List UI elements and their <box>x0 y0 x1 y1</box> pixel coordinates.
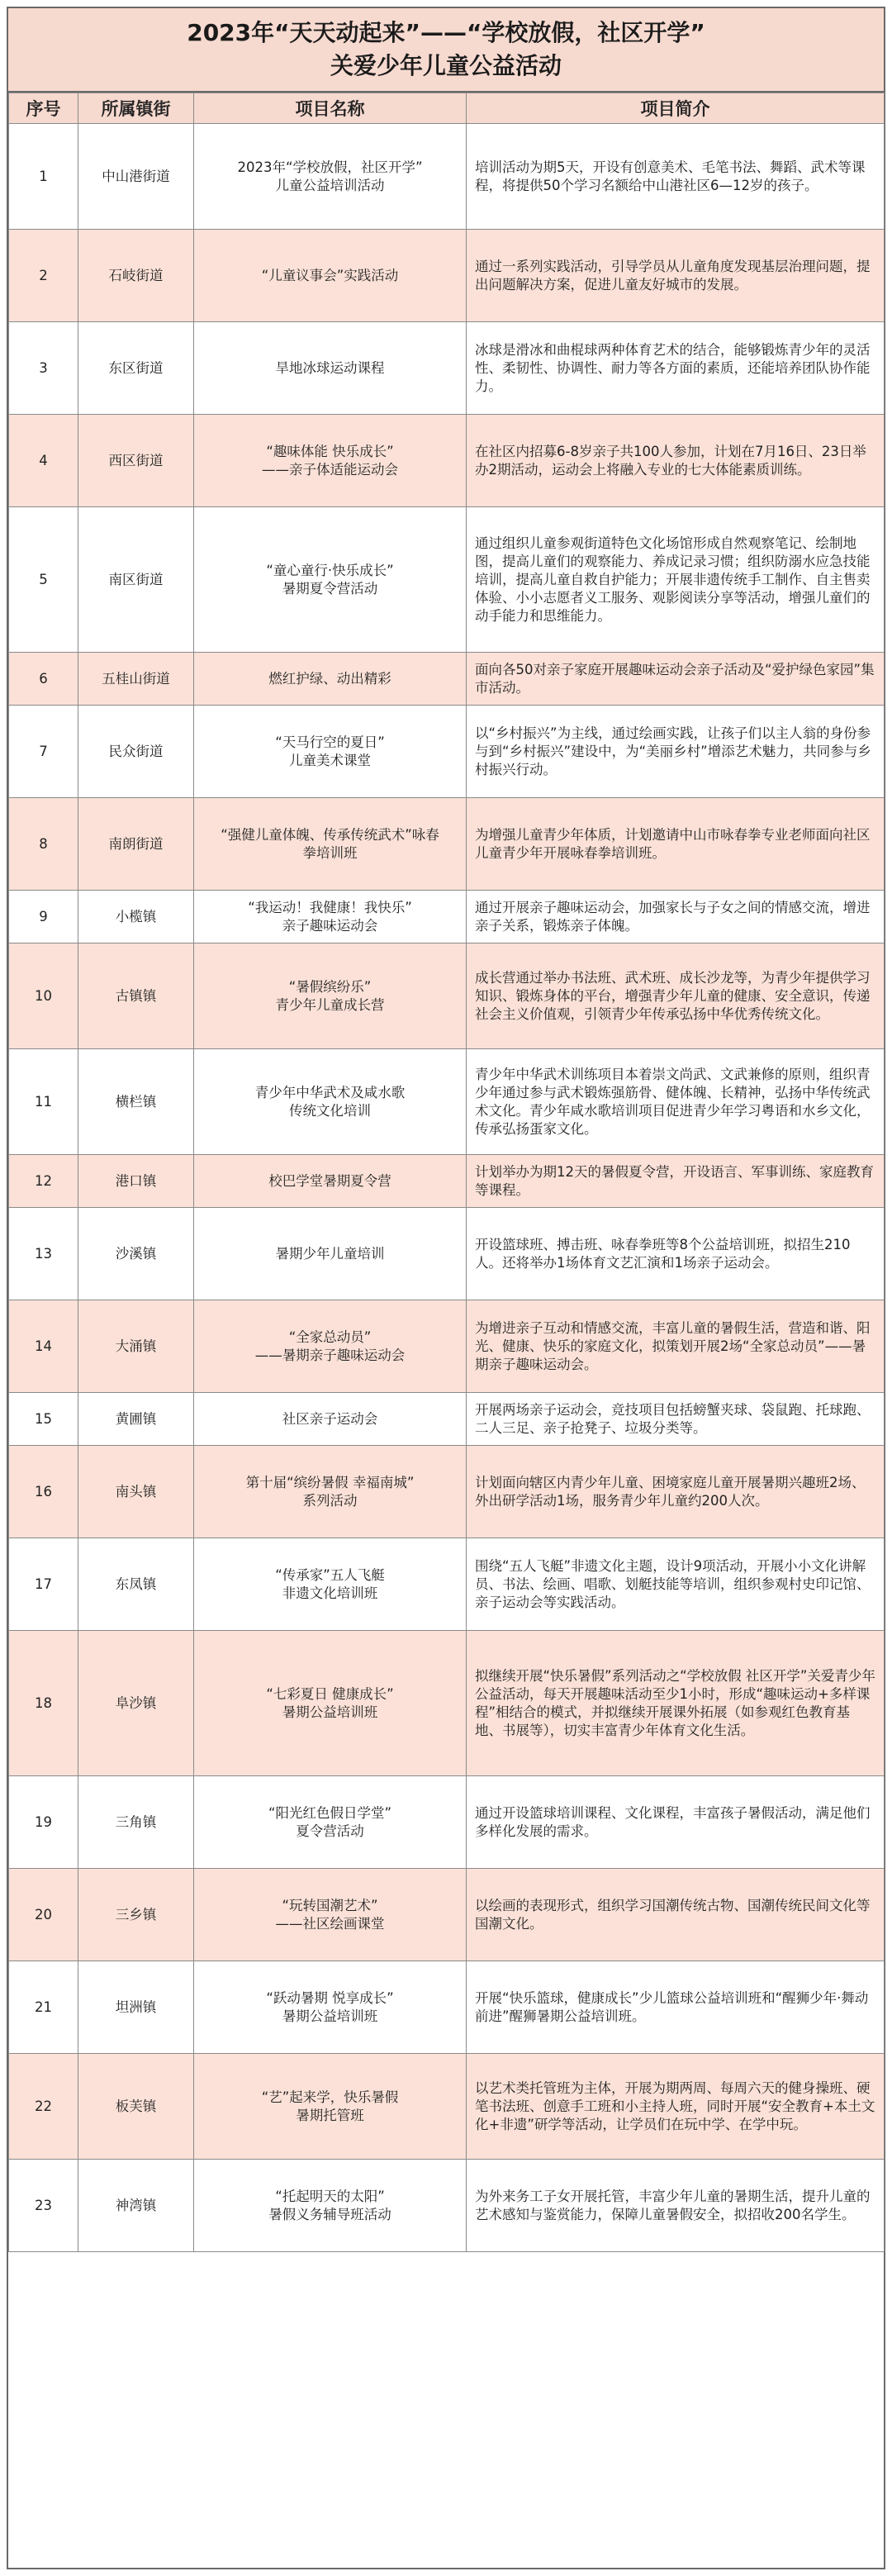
project-name-line-1: 校巴学堂暑期夏令营 <box>268 1172 391 1189</box>
table-row <box>9 1049 885 1155</box>
row-index: 12 <box>9 1155 78 1208</box>
header-street: 所属镇街 <box>78 93 194 124</box>
table-row <box>9 653 885 706</box>
activity-table <box>8 93 885 2252</box>
row-street: 沙溪镇 <box>78 1208 194 1300</box>
row-project-name <box>194 230 467 322</box>
row-project-name <box>194 1300 467 1393</box>
row-project-description: 以“乡村振兴”为主线，通过绘画实践，让孩子们以主人翁的身份参与到“乡村振兴”建设中，为“美丽乡村”增添艺术魅力，共同参与乡村振兴行动。 <box>467 706 885 798</box>
project-name-line-1: “托起明天的太阳” <box>275 2188 385 2204</box>
row-project-name <box>194 1869 467 1961</box>
project-name-line-1: 暑期少年儿童培训 <box>275 1245 385 1262</box>
row-project-description: 为增进亲子互动和情感交流，丰富儿童的暑假生活，营造和谐、阳光、健康、快乐的家庭文化，拟策划开展2场“全家总动员”——暑期亲子趣味运动会。 <box>467 1300 885 1393</box>
project-name-line-2: ——亲子体适能运动会 <box>262 461 398 478</box>
project-name-line-2: 暑假义务辅导班活动 <box>268 2206 391 2222</box>
row-street: 小榄镇 <box>78 891 194 943</box>
project-name-line-1: “跃动暑期 悦享成长” <box>266 1989 394 2006</box>
project-name-line-1: 旱地冰球运动课程 <box>275 359 385 376</box>
project-name-line-2: 暑期公益培训班 <box>282 2008 378 2024</box>
row-project-name <box>194 1208 467 1300</box>
row-project-name <box>194 1155 467 1208</box>
row-project-name <box>194 891 467 943</box>
table-row <box>9 1208 885 1300</box>
table-header-row <box>9 93 885 124</box>
project-name-line-2: 亲子趣味运动会 <box>282 917 378 934</box>
project-name-line-1: 第十届“缤纷暑假 幸福南城” <box>245 1474 415 1490</box>
row-index: 8 <box>9 798 78 891</box>
row-street: 西区街道 <box>78 415 194 507</box>
row-project-description: 计划面向辖区内青少年儿童、困境家庭儿童开展暑期兴趣班2场、外出研学活动1场，服务青少年儿童约200人次。 <box>467 1446 885 1538</box>
table-row <box>9 1961 885 2054</box>
row-project-name <box>194 1776 467 1869</box>
project-name-line-2: 非遗文化培训班 <box>282 1585 378 1601</box>
row-street: 东区街道 <box>78 322 194 415</box>
row-street: 神湾镇 <box>78 2160 194 2252</box>
project-name-line-2: 青少年儿童成长营 <box>275 996 385 1013</box>
row-index: 10 <box>9 943 78 1049</box>
row-project-name <box>194 507 467 653</box>
row-project-name <box>194 1631 467 1776</box>
project-name-line-1: “七彩夏日 健康成长” <box>266 1685 394 1702</box>
table-row <box>9 507 885 653</box>
project-name-line-2: 儿童美术课堂 <box>289 752 371 768</box>
row-street: 南头镇 <box>78 1446 194 1538</box>
row-street: 东凤镇 <box>78 1538 194 1631</box>
table-row <box>9 2054 885 2160</box>
row-project-description: 开展两场亲子运动会，竞技项目包括螃蟹夹球、袋鼠跑、托球跑、二人三足、亲子抢凳子、垃圾分类等。 <box>467 1393 885 1446</box>
row-street: 古镇镇 <box>78 943 194 1049</box>
table-row <box>9 1446 885 1538</box>
row-index: 23 <box>9 2160 78 2252</box>
row-index: 1 <box>9 124 78 230</box>
row-index: 15 <box>9 1393 78 1446</box>
row-project-name <box>194 2160 467 2252</box>
row-project-description: 为外来务工子女开展托管，丰富少年儿童的暑期生活，提升儿童的艺术感知与鉴赏能力，保障儿童暑假安全，拟招收200名学生。 <box>467 2160 885 2252</box>
table-row <box>9 124 885 230</box>
project-name-line-2: 夏令营活动 <box>296 1823 364 1839</box>
header-name: 项目名称 <box>194 93 467 124</box>
row-project-name <box>194 798 467 891</box>
project-name-line-1: “儿童议事会”实践活动 <box>261 267 399 283</box>
project-name-line-1: 2023年“学校放假，社区开学” <box>237 159 423 175</box>
project-name-line-2: ——社区绘画课堂 <box>275 1915 385 1932</box>
table-row <box>9 943 885 1049</box>
project-name-line-1: “我运动！我健康！我快乐” <box>248 899 412 915</box>
row-project-name <box>194 1049 467 1155</box>
row-project-description: 通过组织儿童参观街道特色文化场馆形成自然观察笔记、绘制地图，提高儿童们的观察能力、养成记录习惯；组织防溺水应急技能培训，提高儿童自救自护能力；开展非遗传统手工制作、自主售卖体验、小小志愿者义工服务、观影阅读分享等活动，增强儿童们的动手能力和思维能力。 <box>467 507 885 653</box>
project-name-line-2: ——暑期亲子趣味运动会 <box>254 1347 406 1363</box>
row-street: 南区街道 <box>78 507 194 653</box>
row-index: 5 <box>9 507 78 653</box>
row-project-name <box>194 943 467 1049</box>
project-name-line-1: “强健儿童体魄、传承传统武术”咏春 <box>221 826 439 843</box>
row-street: 民众街道 <box>78 706 194 798</box>
project-name-line-1: “暑假缤纷乐” <box>288 978 372 995</box>
row-project-name <box>194 1961 467 2054</box>
project-name-line-1: “全家总动员” <box>288 1328 372 1345</box>
row-index: 18 <box>9 1631 78 1776</box>
table-row <box>9 230 885 322</box>
row-project-name <box>194 1446 467 1538</box>
table-row <box>9 891 885 943</box>
project-name-line-2: 拳培训班 <box>302 844 358 861</box>
row-project-description: 以艺术类托管班为主体，开展为期两周、每周六天的健身操班、硬笔书法班、创意手工班和小主持人班，同时开展“安全教育+本土文化+非遗”研学等活动，让学员们在玩中学、在学中玩。 <box>467 2054 885 2160</box>
row-project-description: 围绕“五人飞艇”非遗文化主题，设计9项活动，开展小小文化讲解员、书法、绘画、唱歌、划艇技能等培训，组织参观村史印记馆、亲子运动会等实践活动。 <box>467 1538 885 1631</box>
table-row <box>9 415 885 507</box>
row-street: 南朗街道 <box>78 798 194 891</box>
document-title-line-2: 关爱少年儿童公益活动 <box>330 52 562 79</box>
row-street: 横栏镇 <box>78 1049 194 1155</box>
row-project-description: 通过开展亲子趣味运动会，加强家长与子女之间的情感交流，增进亲子关系，锻炼亲子体魄。 <box>467 891 885 943</box>
row-index: 22 <box>9 2054 78 2160</box>
project-name-line-1: “天马行空的夏日” <box>275 734 385 750</box>
project-name-line-2: 暑期公益培训班 <box>282 1704 378 1720</box>
project-name-line-1: “艺”起来学，快乐暑假 <box>261 2089 399 2105</box>
row-project-name <box>194 653 467 706</box>
row-index: 19 <box>9 1776 78 1869</box>
project-name-line-2: 系列活动 <box>302 1492 358 1509</box>
project-name-line-2: 暑期夏令营活动 <box>282 580 378 596</box>
table-row <box>9 1300 885 1393</box>
table-row <box>9 1869 885 1961</box>
project-name-line-1: “阳光红色假日学堂” <box>268 1804 392 1821</box>
row-street: 坦洲镇 <box>78 1961 194 2054</box>
table-row <box>9 1393 885 1446</box>
document-title-line-1: 2023年“天天动起来”——“学校放假，社区开学” <box>187 19 705 46</box>
row-project-name <box>194 415 467 507</box>
row-project-description: 拟继续开展“快乐暑假”系列活动之“学校放假 社区开学”关爱青少年公益活动，每天开展趣味活动至少1小时，形成“趣味运动+多样课程”相结合的模式，并拟继续开展课外拓展（如参观红色教育基地、书展等），切实丰富青少年体育文化生活。 <box>467 1631 885 1776</box>
project-name-line-2: 暑期托管班 <box>296 2107 364 2123</box>
title-block <box>8 8 884 93</box>
row-index: 7 <box>9 706 78 798</box>
row-index: 3 <box>9 322 78 415</box>
row-index: 20 <box>9 1869 78 1961</box>
row-street: 大涌镇 <box>78 1300 194 1393</box>
row-project-name <box>194 1538 467 1631</box>
row-project-name <box>194 2054 467 2160</box>
row-project-description: 面向各50对亲子家庭开展趣味运动会亲子活动及“爱护绿色家园”集市活动。 <box>467 653 885 706</box>
row-street: 港口镇 <box>78 1155 194 1208</box>
project-name-line-1: “趣味体能 快乐成长” <box>266 443 394 459</box>
table-row <box>9 706 885 798</box>
row-index: 17 <box>9 1538 78 1631</box>
project-name-line-1: 燃红护绿、动出精彩 <box>268 670 391 687</box>
row-project-description: 在社区内招募6-8岁亲子共100人参加，计划在7月16日、23日举办2期活动，运动会上将融入专业的七大体能素质训练。 <box>467 415 885 507</box>
table-row <box>9 1155 885 1208</box>
row-street: 板芙镇 <box>78 2054 194 2160</box>
activity-table-document <box>7 7 885 2569</box>
row-index: 9 <box>9 891 78 943</box>
row-index: 6 <box>9 653 78 706</box>
row-street: 三乡镇 <box>78 1869 194 1961</box>
row-project-description: 计划举办为期12天的暑假夏令营，开设语言、军事训练、家庭教育等课程。 <box>467 1155 885 1208</box>
table-row <box>9 2160 885 2252</box>
row-project-name <box>194 124 467 230</box>
project-name-line-1: “童心童行·快乐成长” <box>266 562 394 578</box>
row-index: 21 <box>9 1961 78 2054</box>
row-index: 2 <box>9 230 78 322</box>
row-project-description: 为增强儿童青少年体质，计划邀请中山市咏春拳专业老师面向社区儿童青少年开展咏春拳培训班。 <box>467 798 885 891</box>
row-project-name <box>194 322 467 415</box>
row-index: 13 <box>9 1208 78 1300</box>
row-street: 三角镇 <box>78 1776 194 1869</box>
row-index: 14 <box>9 1300 78 1393</box>
row-project-description: 青少年中华武术训练项目本着崇文尚武、文武兼修的原则，组织青少年通过参与武术锻炼强筋骨、健体魄、长精神，弘扬中华传统武术文化。青少年咸水歌培训项目促进青少年学习粤语和水乡文化，传承弘扬蛋家文化。 <box>467 1049 885 1155</box>
row-project-description: 开展“快乐篮球，健康成长”少儿篮球公益培训班和“醒狮少年·舞动前进”醒狮暑期公益培训班。 <box>467 1961 885 2054</box>
row-project-name <box>194 1393 467 1446</box>
header-desc: 项目简介 <box>467 93 885 124</box>
project-name-line-1: 青少年中华武术及咸水歌 <box>254 1084 406 1100</box>
row-project-name <box>194 706 467 798</box>
row-index: 16 <box>9 1446 78 1538</box>
row-street: 五桂山街道 <box>78 653 194 706</box>
project-name-line-1: “传承家”五人飞艇 <box>275 1566 385 1583</box>
table-row <box>9 1776 885 1869</box>
project-name-line-1: 社区亲子运动会 <box>282 1410 378 1427</box>
row-street: 中山港街道 <box>78 124 194 230</box>
table-row <box>9 1631 885 1776</box>
project-name-line-2: 传统文化培训 <box>289 1102 371 1119</box>
row-project-description: 培训活动为期5天，开设有创意美术、毛笔书法、舞蹈、武术等课程，将提供50个学习名额给中山港社区6—12岁的孩子。 <box>467 124 885 230</box>
project-name-line-2: 儿童公益培训活动 <box>275 177 385 193</box>
row-index: 11 <box>9 1049 78 1155</box>
row-project-description: 以绘画的表现形式，组织学习国潮传统古物、国潮传统民间文化等国潮文化。 <box>467 1869 885 1961</box>
row-index: 4 <box>9 415 78 507</box>
row-street: 黄圃镇 <box>78 1393 194 1446</box>
project-name-line-1: “玩转国潮艺术” <box>282 1897 378 1913</box>
row-project-description: 通过开设篮球培训课程、文化课程，丰富孩子暑假活动，满足他们多样化发展的需求。 <box>467 1776 885 1869</box>
row-street: 阜沙镇 <box>78 1631 194 1776</box>
header-index: 序号 <box>9 93 78 124</box>
row-project-description: 成长营通过举办书法班、武术班、成长沙龙等，为青少年提供学习知识、锻炼身体的平台，增强青少年儿童的健康、安全意识，传递社会主义价值观，引领青少年传承弘扬中华优秀传统文化。 <box>467 943 885 1049</box>
table-row <box>9 798 885 891</box>
table-row <box>9 1538 885 1631</box>
row-project-description: 开设篮球班、搏击班、咏春拳班等8个公益培训班，拟招生210人。还将举办1场体育文艺汇演和1场亲子运动会。 <box>467 1208 885 1300</box>
row-project-description: 通过一系列实践活动，引导学员从儿童角度发现基层治理问题，提出问题解决方案，促进儿童友好城市的发展。 <box>467 230 885 322</box>
row-project-description: 冰球是滑冰和曲棍球两种体育艺术的结合，能够锻炼青少年的灵活性、柔韧性、协调性、耐力等各方面的素质，还能培养团队协作能力。 <box>467 322 885 415</box>
row-street: 石岐街道 <box>78 230 194 322</box>
table-row <box>9 322 885 415</box>
